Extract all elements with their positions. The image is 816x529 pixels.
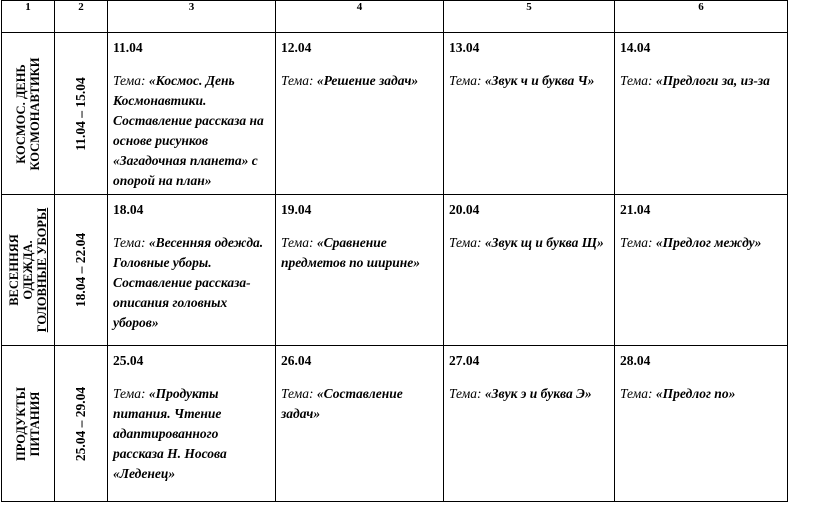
day-cell bbox=[444, 195, 615, 346]
day-cell bbox=[615, 195, 788, 346]
topic-title: «Предлог по» bbox=[655, 386, 736, 401]
day-date: 28.04 bbox=[620, 353, 651, 368]
day-date: 27.04 bbox=[449, 353, 480, 368]
topic-label: Тема: bbox=[449, 235, 485, 250]
day-cell bbox=[276, 195, 444, 346]
week-row-2 bbox=[2, 195, 788, 346]
theme-line: ГОЛОВНЫЕ УБОРЫ bbox=[35, 207, 49, 333]
topic-label: Тема: bbox=[449, 73, 485, 88]
theme-line: ПИТАНИЯ bbox=[28, 391, 42, 456]
topic-label: Тема: bbox=[620, 386, 656, 401]
topic-title: «Звук э и буква Э» bbox=[484, 386, 592, 401]
topic-label: Тема: bbox=[620, 235, 656, 250]
topic-label: Тема: bbox=[281, 386, 317, 401]
day-cell bbox=[276, 346, 444, 502]
week-theme bbox=[14, 387, 42, 461]
column-header-4: 4 bbox=[276, 1, 444, 33]
day-date: 14.04 bbox=[620, 40, 651, 55]
day-cell bbox=[615, 33, 788, 195]
week-row-3 bbox=[2, 346, 788, 502]
topic-label: Тема: bbox=[113, 235, 149, 250]
day-cell bbox=[108, 33, 276, 195]
day-date: 13.04 bbox=[449, 40, 480, 55]
topic-title: «Предлоги за, из-за bbox=[655, 73, 770, 88]
day-date: 19.04 bbox=[281, 202, 312, 217]
week-theme-cell bbox=[2, 346, 55, 502]
day-date: 20.04 bbox=[449, 202, 480, 217]
topic-title: «Продукты питания. Чтение адаптированного рассказа Н. Носова «Леденец» bbox=[113, 386, 227, 481]
day-date: 18.04 bbox=[113, 202, 144, 217]
week-period-cell bbox=[55, 33, 108, 195]
day-date: 11.04 bbox=[113, 40, 143, 55]
column-header-5: 5 bbox=[444, 1, 615, 33]
topic-label: Тема: bbox=[113, 73, 149, 88]
week-period-cell bbox=[55, 195, 108, 346]
theme-line: КОСМОС. ДЕНЬ bbox=[14, 63, 28, 164]
column-header-6: 6 bbox=[615, 1, 788, 33]
topic-title: «Звук щ и буква Щ» bbox=[484, 235, 604, 250]
week-theme bbox=[14, 57, 42, 170]
lesson-plan-table bbox=[1, 0, 788, 502]
theme-line: КОСМОНАВТИКИ bbox=[28, 57, 42, 170]
week-theme bbox=[7, 208, 49, 333]
topic-title: «Составление задач» bbox=[281, 386, 403, 421]
theme-line: ВЕСЕННЯЯ bbox=[7, 234, 21, 306]
day-cell bbox=[108, 195, 276, 346]
theme-line: ПРОДУКТЫ bbox=[14, 386, 28, 461]
day-cell bbox=[444, 33, 615, 195]
topic-label: Тема: bbox=[449, 386, 485, 401]
topic-title: «Сравнение предметов по ширине» bbox=[281, 235, 421, 270]
topic-label: Тема: bbox=[281, 235, 317, 250]
column-header-2: 2 bbox=[55, 1, 108, 33]
column-header-1: 1 bbox=[2, 1, 55, 33]
topic-label: Тема: bbox=[113, 386, 149, 401]
week-theme-cell bbox=[2, 195, 55, 346]
week-theme-cell bbox=[2, 33, 55, 195]
topic-title: «Весенняя одежда. Головные уборы. Составление рассказа-описания головных уборов» bbox=[113, 235, 264, 330]
topic-title: «Космос. День Космонавтики. Составление рассказа на основе рисунков «Загадочная планета» с опорой на план» bbox=[113, 73, 264, 188]
week-period: 25.04 – 29.04 bbox=[73, 386, 88, 461]
week-row-1 bbox=[2, 33, 788, 195]
header-row bbox=[2, 1, 788, 33]
day-date: 12.04 bbox=[281, 40, 312, 55]
week-period-cell bbox=[55, 346, 108, 502]
day-cell bbox=[444, 346, 615, 502]
day-date: 25.04 bbox=[113, 353, 144, 368]
topic-label: Тема: bbox=[620, 73, 656, 88]
topic-title: «Решение задач» bbox=[316, 73, 419, 88]
week-period: 18.04 – 22.04 bbox=[73, 232, 88, 308]
column-header-3: 3 bbox=[108, 1, 276, 33]
day-cell bbox=[615, 346, 788, 502]
topic-title: «Предлог между» bbox=[655, 235, 762, 250]
topic-label: Тема: bbox=[281, 73, 317, 88]
day-date: 26.04 bbox=[281, 353, 312, 368]
day-cell bbox=[276, 33, 444, 195]
day-cell bbox=[108, 346, 276, 502]
week-period: 11.04 – 15.04 bbox=[73, 76, 88, 151]
topic-title: «Звук ч и буква Ч» bbox=[484, 73, 595, 88]
day-date: 21.04 bbox=[620, 202, 651, 217]
theme-line: ОДЕЖДА. bbox=[21, 240, 35, 300]
